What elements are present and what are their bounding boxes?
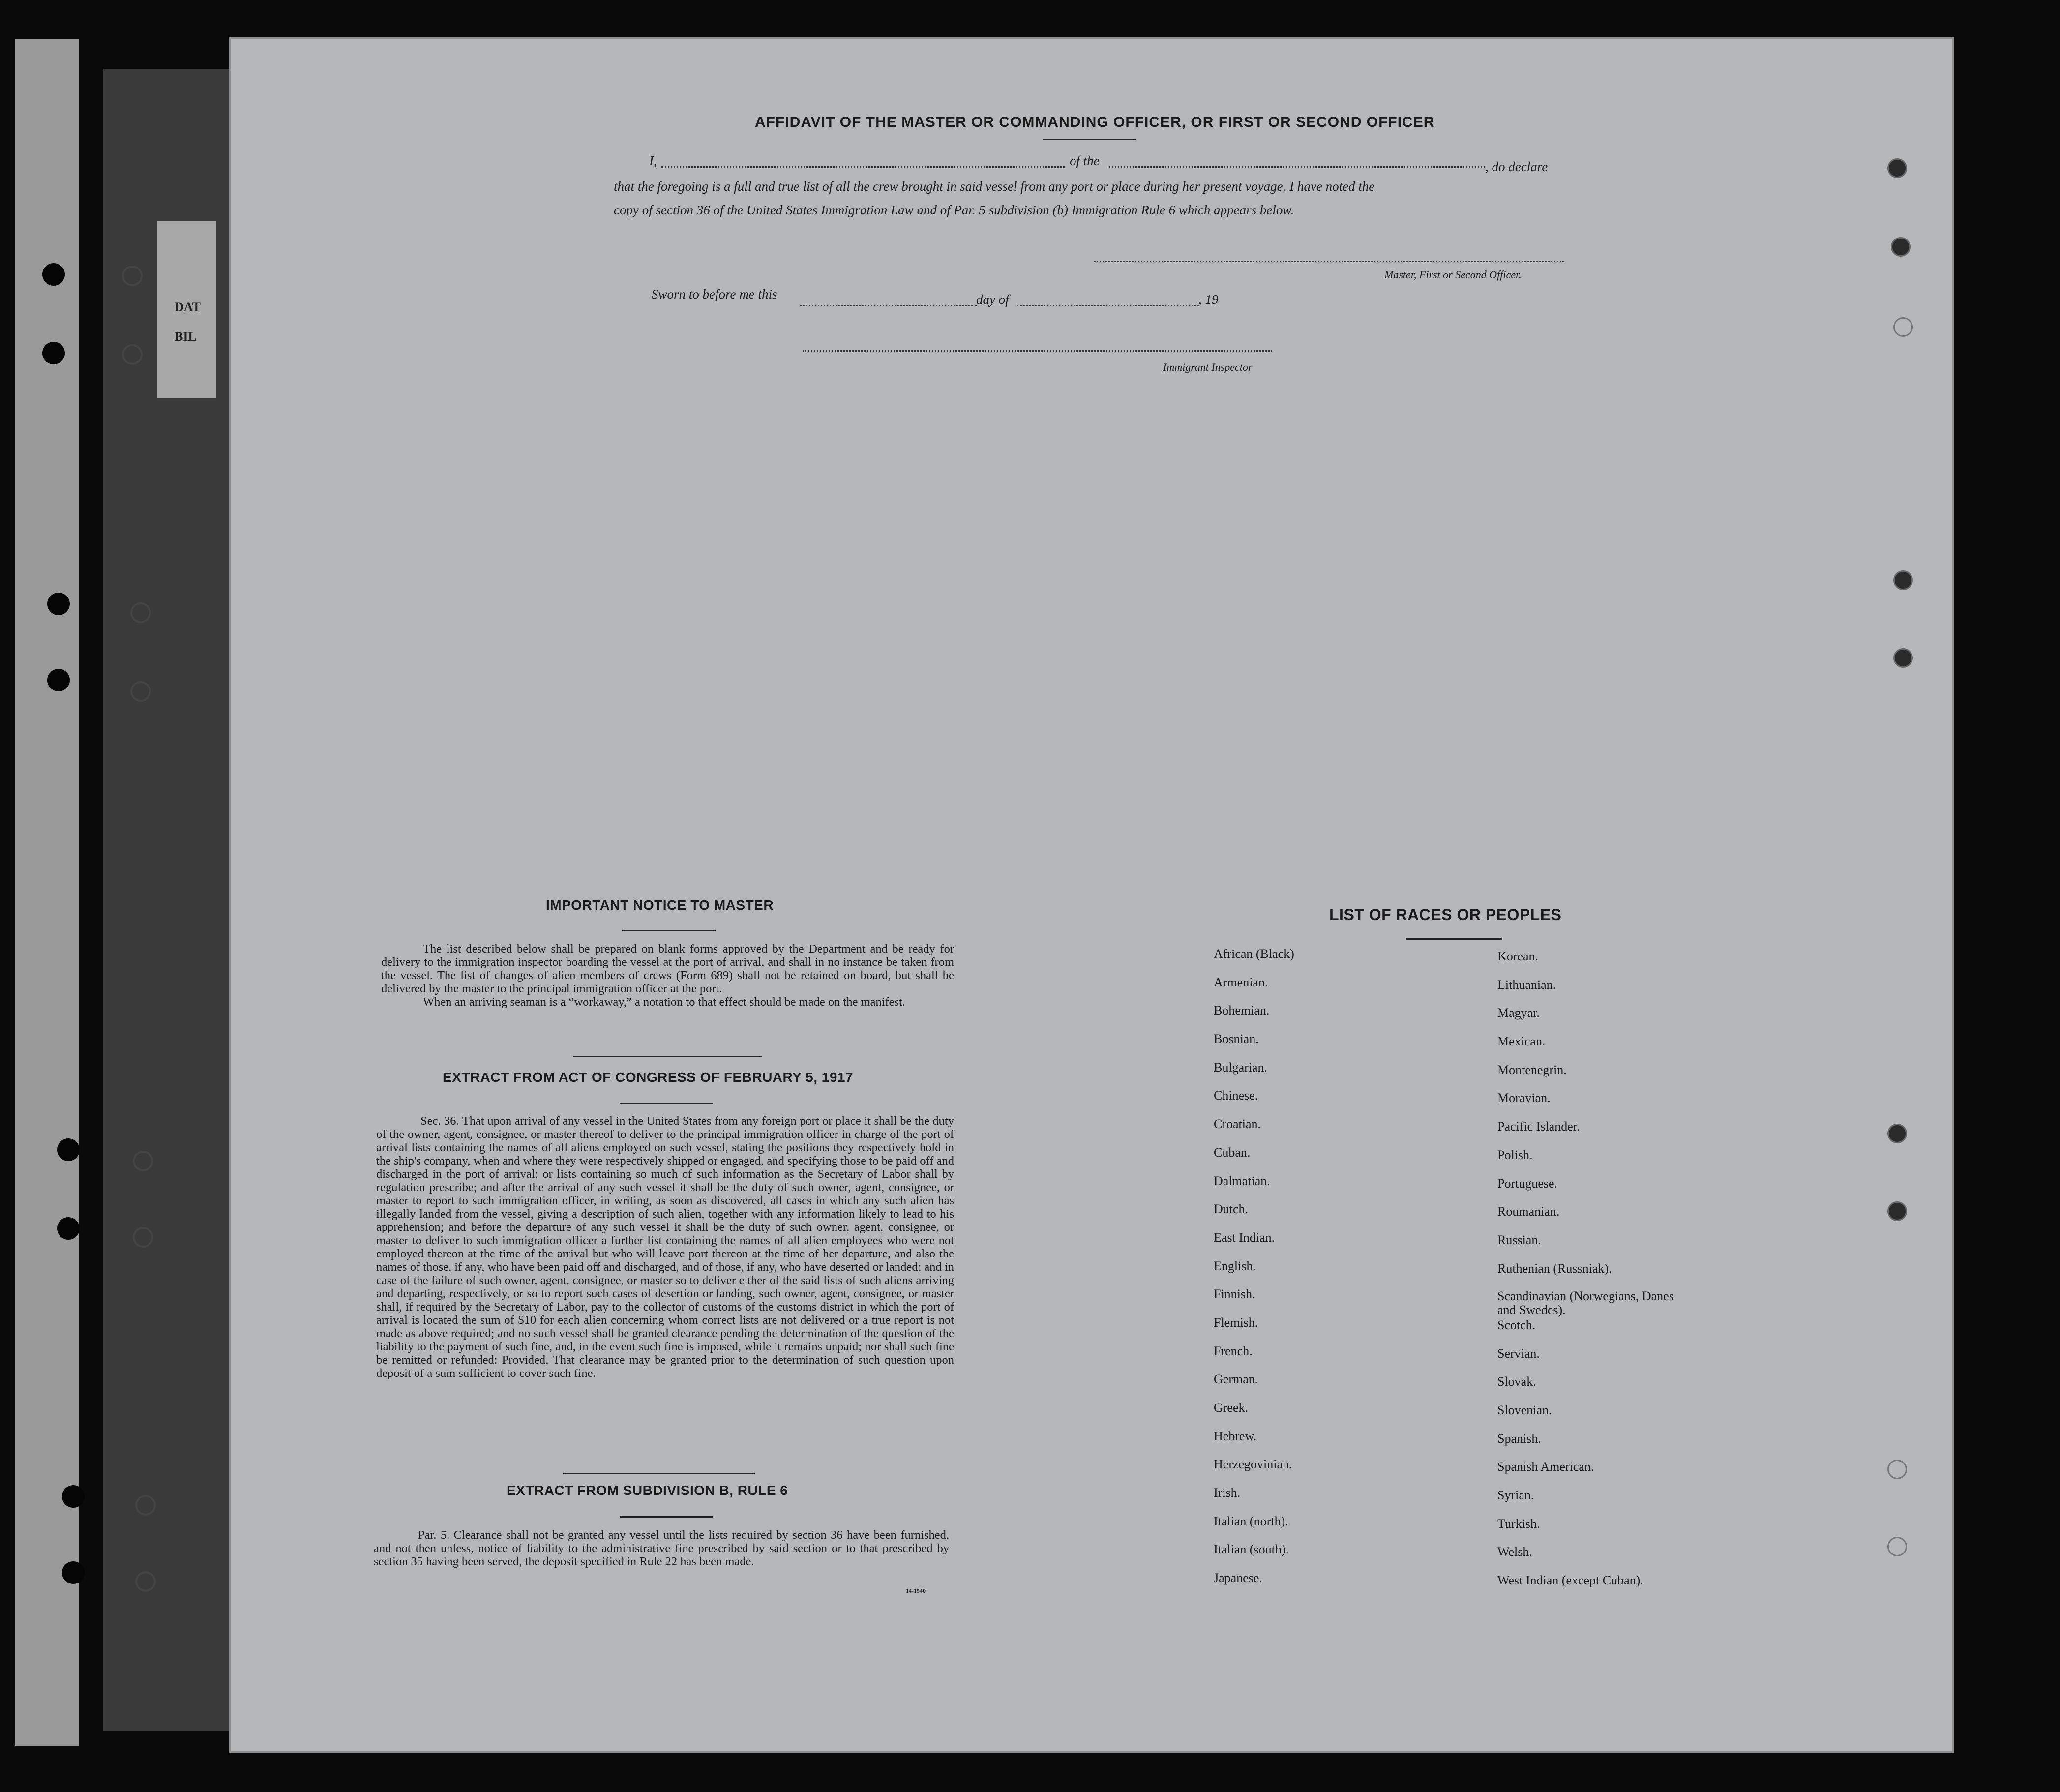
affidavit-line-3: copy of section 36 of the United States Immigration Law and of Par. 5 subdivision (b) Immigration Rule 6 which appears below. bbox=[614, 203, 1294, 217]
rule-extract-text: Par. 5. Clearance shall not be granted any vessel until the lists required by section 36 have been furnished, and not then unless, notice of liability to the administrative fine prescribed by said section or to that prescribed by section 35 having been served, the deposit specified in Rule 22 has been made. bbox=[374, 1528, 949, 1568]
binder-hole bbox=[62, 1485, 85, 1508]
master-signature-line[interactable] bbox=[1094, 261, 1564, 262]
race-item: Roumanian. bbox=[1497, 1204, 1560, 1219]
page-hole bbox=[1887, 1124, 1907, 1143]
race-item: Korean. bbox=[1497, 949, 1539, 963]
race-item: Bohemian. bbox=[1214, 1003, 1270, 1018]
sheet-hole bbox=[135, 1571, 156, 1592]
race-item: Italian (south). bbox=[1214, 1542, 1289, 1557]
page-hole bbox=[1893, 648, 1913, 668]
affidavit-line-2: that the foregoing is a full and true list of all the crew brought in said vessel from any port or place during her present voyage. I have noted the bbox=[614, 179, 1375, 194]
binder-hole bbox=[57, 1217, 80, 1240]
title-underline bbox=[1043, 139, 1136, 140]
race-item: German. bbox=[1214, 1372, 1258, 1387]
notice-underline bbox=[622, 930, 716, 931]
affidavit-do-declare: , do declare bbox=[1485, 159, 1548, 174]
race-item: Slovak. bbox=[1497, 1374, 1536, 1389]
inspector-caption: Immigrant Inspector bbox=[1163, 361, 1253, 373]
race-item: Spanish. bbox=[1497, 1431, 1541, 1446]
binder-hole bbox=[47, 593, 70, 615]
rule-extract-underline bbox=[620, 1516, 713, 1518]
page-hole bbox=[1887, 158, 1907, 178]
sheet-hole bbox=[133, 1151, 153, 1171]
notice-title: IMPORTANT NOTICE TO MASTER bbox=[546, 897, 774, 913]
race-item: Portuguese. bbox=[1497, 1176, 1558, 1191]
act-extract-title: EXTRACT FROM ACT OF CONGRESS OF FEBRUARY 5, 1917 bbox=[443, 1070, 854, 1085]
page-hole bbox=[1887, 1201, 1907, 1221]
race-item: East Indian. bbox=[1214, 1230, 1275, 1245]
race-item: Russian. bbox=[1497, 1232, 1541, 1247]
form-number: 14-1540 bbox=[906, 1587, 926, 1594]
vessel-blank[interactable] bbox=[1109, 166, 1485, 168]
race-item: Lithuanian. bbox=[1497, 977, 1556, 992]
race-item: English. bbox=[1214, 1258, 1256, 1273]
page-hole bbox=[1893, 570, 1913, 590]
race-item: Irish. bbox=[1214, 1486, 1241, 1500]
binder-hole bbox=[42, 342, 65, 364]
page-hole bbox=[1887, 1460, 1907, 1479]
race-item: Herzegovinian. bbox=[1214, 1457, 1292, 1472]
race-item: Magyar. bbox=[1497, 1006, 1540, 1020]
race-item: Polish. bbox=[1497, 1147, 1533, 1162]
races-left-column bbox=[1214, 947, 1489, 1599]
page-hole bbox=[1887, 1537, 1907, 1556]
sheet-hole bbox=[133, 1227, 153, 1248]
races-title: LIST OF RACES OR PEOPLES bbox=[1329, 906, 1562, 924]
notice-paragraph-1: The list described below shall be prepared on blank forms approved by the Department and be ready for delivery to the immigration inspector boarding the vessel at the port of arrival, and shall in no instance be taken from the vessel. The list of changes of alien members of crews (Form 689) shall not be retained on board, but shall be delivered by the master to the principal immigration officer at the port. bbox=[381, 942, 954, 995]
race-item: Scandinavian (Norwegians, Danes and Swedes). bbox=[1497, 1289, 1674, 1317]
rule-extract-body bbox=[374, 1528, 949, 1568]
race-item: Finnish. bbox=[1214, 1287, 1255, 1302]
sheet-hole bbox=[122, 344, 143, 365]
binder-hole bbox=[62, 1561, 85, 1584]
race-item: Armenian. bbox=[1214, 975, 1268, 989]
page-hole bbox=[1891, 237, 1911, 257]
sworn-month-blank[interactable] bbox=[1017, 305, 1199, 306]
race-item: Welsh. bbox=[1497, 1545, 1532, 1559]
race-item: Scotch. bbox=[1497, 1317, 1536, 1332]
section-divider bbox=[563, 1473, 755, 1474]
sheet-hole bbox=[122, 266, 143, 286]
name-blank[interactable] bbox=[661, 166, 1065, 168]
inspector-signature-line[interactable] bbox=[803, 350, 1272, 352]
races-right-column bbox=[1497, 949, 1714, 1602]
race-item: Cuban. bbox=[1214, 1145, 1251, 1160]
race-item: Croatian. bbox=[1214, 1117, 1261, 1132]
race-item: Dalmatian. bbox=[1214, 1173, 1270, 1188]
sworn-year: , 19 bbox=[1198, 292, 1219, 307]
notice-body bbox=[381, 942, 954, 1009]
sheet-hole bbox=[130, 602, 151, 623]
race-item: Syrian. bbox=[1497, 1488, 1534, 1503]
race-item: Greek. bbox=[1214, 1401, 1249, 1415]
race-item: Bosnian. bbox=[1214, 1032, 1259, 1046]
race-item: Moravian. bbox=[1497, 1091, 1551, 1105]
race-item: Servian. bbox=[1497, 1346, 1540, 1361]
race-item: Bulgarian. bbox=[1214, 1060, 1268, 1075]
affidavit-of-the: of the bbox=[1070, 153, 1100, 168]
race-item: Turkish. bbox=[1497, 1516, 1540, 1531]
affidavit-title: AFFIDAVIT OF THE MASTER OR COMMANDING OFFICER, OR FIRST OR SECOND OFFICER bbox=[755, 114, 1435, 130]
race-item: West Indian (except Cuban). bbox=[1497, 1573, 1643, 1588]
act-extract-text: Sec. 36. That upon arrival of any vessel in the United States from any foreign port or place it shall be the duty of the owner, agent, consignee, or master thereof to deliver to the principal immigration officer in charge of the port of arrival lists containing the names of all aliens employed on such vessel, stating the positions they respectively hold in the ship's company, when and where they were respectively shipped or engaged, and specifying those to be paid off and discharged in the port of arrival; or lists containing so much of such information as the Secretary of Labor shall by regulation prescribe; and after the arrival of any such vessel it shall be the duty of such owner, agent, consignee, or master to report to such immigration officer, in writing, as soon as discovered, all cases in which any such alien has illegally landed from the vessel, giving a description of such alien, together with any information likely to lead to his apprehension; and before the departure of any such vessel it shall be the duty of such owner, agent, consignee, or master to deliver to such immigration officer a further list containing the names of all alien employees who were not employed thereon at the time of the arrival but who will leave port thereon at the time of her departure, and also the names of those, if any, who have been paid off and discharged, and of those, if any, who have deserted or landed; and in case of the failure of such owner, agent, consignee, or master so to deliver either of the said lists of such aliens arriving and departing, respectively, or so to report such cases of desertion or landing, such owner, agent, consignee, or master shall, if required by the Secretary of Labor, pay to the collector of customs of the customs district in which the port of arrival is located the sum of $10 for each alien concerning whom correct lists are not delivered or a true report is not made as above required; and no such vessel shall be granted clearance pending the determination of the question of the liability to the payment of such fine, and, in the event such fine is imposed, while it remains unpaid; nor shall such fine be remitted or refunded: Provided, That clearance may be granted prior to the determination of such question upon deposit of a sum sufficient to cover such fine. bbox=[376, 1114, 954, 1380]
sheet-hole bbox=[130, 681, 151, 702]
race-item: Chinese. bbox=[1214, 1088, 1258, 1103]
page-hole bbox=[1893, 317, 1913, 337]
race-item: Japanese. bbox=[1214, 1571, 1262, 1585]
race-item: Spanish American. bbox=[1497, 1460, 1594, 1474]
race-item: Ruthenian (Russniak). bbox=[1497, 1261, 1612, 1276]
section-divider bbox=[573, 1056, 762, 1057]
binder-hole bbox=[57, 1138, 80, 1161]
race-item: Flemish. bbox=[1214, 1315, 1258, 1330]
race-item: Mexican. bbox=[1497, 1034, 1546, 1049]
affidavit-i-label: I, bbox=[649, 153, 657, 168]
race-item: Dutch. bbox=[1214, 1202, 1249, 1217]
race-item: Slovenian. bbox=[1497, 1403, 1552, 1417]
stub-label-1: DAT bbox=[175, 300, 201, 314]
sworn-prefix: Sworn to before me this bbox=[652, 287, 777, 301]
races-underline bbox=[1406, 938, 1502, 940]
race-item: French. bbox=[1214, 1344, 1253, 1358]
race-item: Italian (north). bbox=[1214, 1514, 1288, 1528]
stub-label-2: BIL bbox=[175, 329, 197, 344]
act-extract-underline bbox=[620, 1103, 713, 1104]
master-signature-caption: Master, First or Second Officer. bbox=[1384, 269, 1522, 281]
binder-hole bbox=[42, 263, 65, 286]
race-item: Hebrew. bbox=[1214, 1429, 1257, 1443]
sworn-day-blank[interactable] bbox=[800, 305, 977, 306]
race-item: African (Black) bbox=[1214, 947, 1294, 961]
race-item: Montenegrin. bbox=[1497, 1062, 1567, 1077]
sworn-day-of: day of bbox=[976, 292, 1009, 307]
binder-hole bbox=[47, 669, 70, 691]
sheet-hole bbox=[135, 1495, 156, 1516]
race-item: Pacific Islander. bbox=[1497, 1119, 1580, 1134]
act-extract-body bbox=[376, 1114, 954, 1380]
rule-extract-title: EXTRACT FROM SUBDIVISION B, RULE 6 bbox=[507, 1483, 788, 1498]
notice-paragraph-2: When an arriving seaman is a “workaway,” a notation to that effect should be made on the manifest. bbox=[423, 995, 906, 1009]
